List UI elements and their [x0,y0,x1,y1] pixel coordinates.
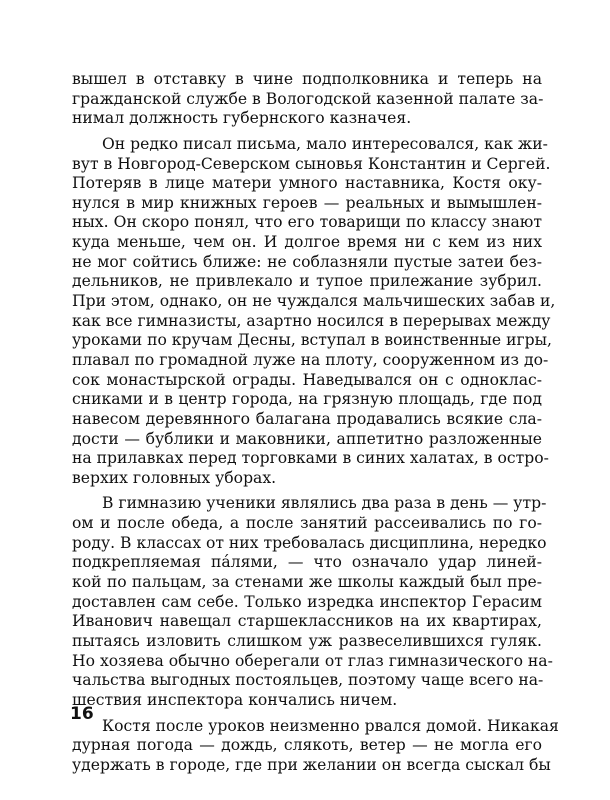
text-line: пытаясь изловить слишком уж развеселившихся гуляк. [72,631,542,650]
text-line: роду. В классах от них требовалась дисциплина, нередко [72,533,547,552]
text-line: Костя после уроков неизменно рвался домой. Никакая [102,716,559,735]
text-line: гражданской службе в Вологодской казенной палате за- [72,89,544,108]
text-line: подкрепляемая па́лями, — что означало удар линей- [72,553,542,572]
text-line: В гимназию ученики являлись два раза в день — утр- [102,494,547,513]
text-line: дурная погода — дождь, слякоть, ветер — не могла его [72,736,542,755]
book-page-text [72,70,559,775]
text-line: дельников, не привлекало и тупое прилежание зубрил. [72,272,542,291]
text-line: как все гимназисты, азартно носился в перерывах между [72,311,551,330]
text-line: кой по пальцам, за стенами же школы каждый был пре- [72,573,542,592]
text-line: ом и после обеда, а после занятий рассеивались по го- [72,514,542,533]
text-line: удержать в городе, где при желании он всегда сыскал бы [72,755,551,774]
text-line: на прилавках перед торговками в синих халатах, в остро- [72,449,549,468]
text-line: Потеряв в лице матери умного наставника, Костя оку- [72,174,542,193]
text-line: Иванович навещал старшеклассников на их квартирах, [72,612,542,631]
text-line: нимал должность губернского казначея. [72,109,412,128]
text-line: Он редко писал письма, мало интересовался, как жи- [102,134,548,153]
text-line: дости — бублики и маковники, аппетитно разложенные [72,429,542,448]
paragraph [72,70,542,129]
text-line: не мог сойтись ближе: не соблазняли пустые затеи без- [72,252,542,271]
text-line: куда меньше, чем он. И долгое время ни с кем из них [72,233,542,252]
text-line: уроками по кручам Десны, вступал в воинственные игры, [72,331,552,350]
text-line: сок монастырской ограды. Наведывался он с одноклас- [72,370,542,389]
text-line: чальства выгодных постояльцев, поэтому чаще всего на- [72,671,544,690]
page-number: 16 [70,704,94,724]
text-line: верхих головных уборах. [72,468,277,487]
paragraph [72,716,559,776]
text-line: плавал по громадной луже на плоту, сооруженном из до- [72,350,549,369]
text-line: ных. Он скоро понял, что его товарищи по классу знают [72,213,542,232]
paragraph [72,494,553,710]
text-line: сниками и в центр города, на грязную площадь, где под [72,390,542,409]
text-line: Но хозяева обычно оберегали от глаз гимназического на- [72,651,553,670]
text-line: вут в Новгород-Северском сыновья Константин и Сергей. [72,154,551,173]
text-line: доставлен сам себе. Только изредка инспектор Герасим [72,592,542,611]
paragraph [72,134,556,489]
text-line: навесом деревянного балагана продавались всякие сла- [72,409,542,428]
text-line: При этом, однако, он не чуждался мальчишеских забав и, [72,292,556,311]
text-line: вышел в отставку в чине подполковника и теперь на [72,70,542,88]
text-line: нулся в мир книжных героев — реальных и вымышлен- [72,193,542,212]
text-line: шествия инспектора кончались ничем. [72,690,398,709]
